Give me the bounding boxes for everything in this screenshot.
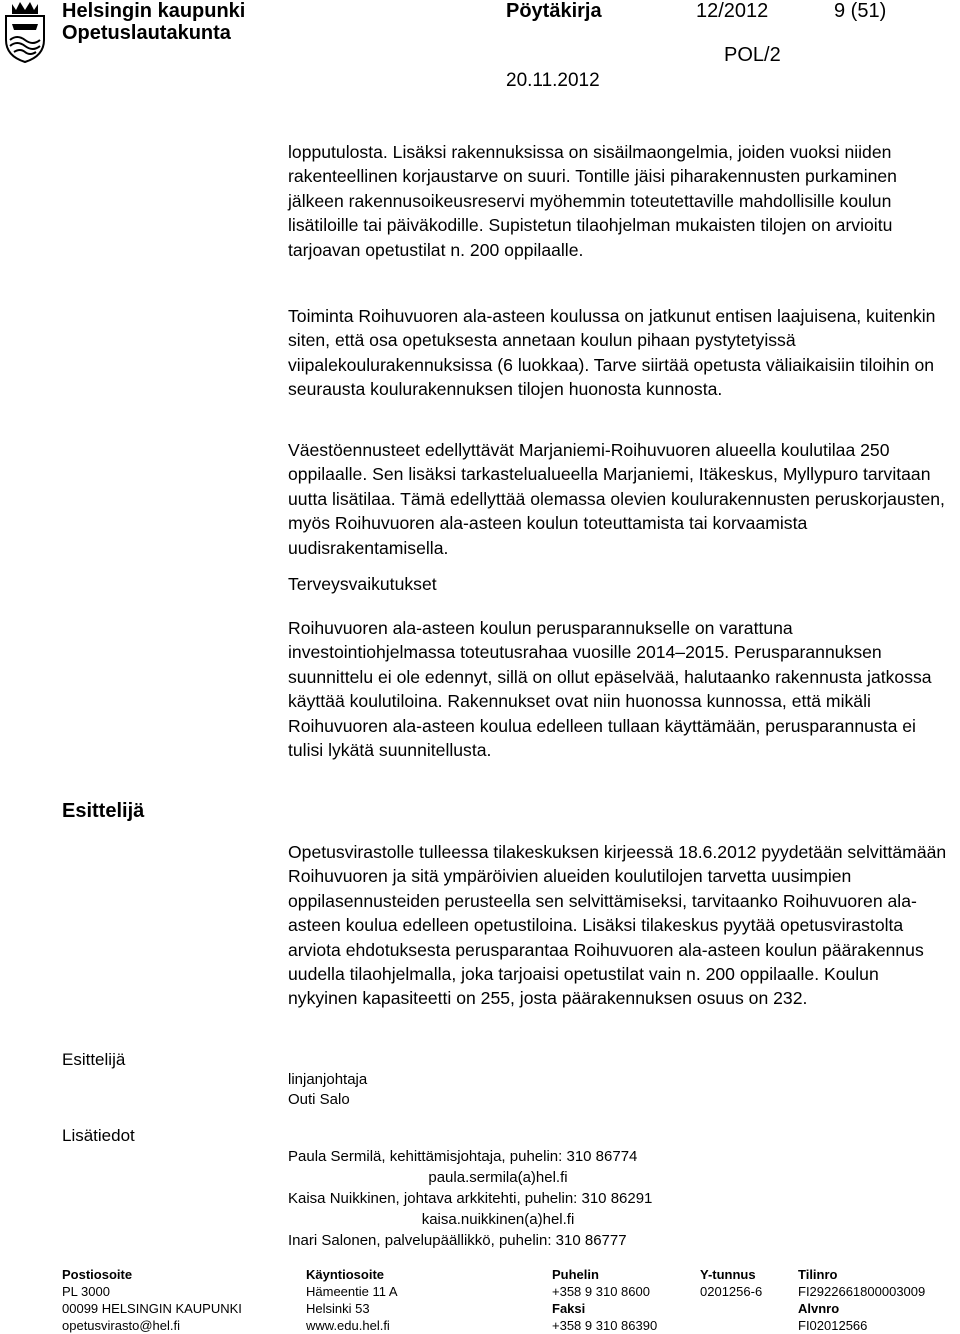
footer-visit-heading: Käyntiosoite: [306, 1267, 385, 1282]
section-heading-health: Terveysvaikutukset: [288, 574, 437, 594]
footer-phone-heading: Puhelin: [552, 1267, 599, 1282]
org-name: Helsingin kaupunki: [62, 0, 246, 22]
footer-postal-box: PL 3000: [62, 1284, 110, 1299]
paragraph-2: Toiminta Roihuvuoren ala-asteen koulussa on jatkunut entisen laajuisena, kuitenkin siten, että osa opetuksesta annetaan koulun pihaan pystytetyissä viipalekoulurakennuksissa (6 luokkaa). Tarve siirtää opetusta väliaikaisiin tiloihin on seurausta koulurakennuksen tilojen huonosta kunnosta.: [288, 306, 936, 400]
footer-vat-heading: Alvnro: [798, 1301, 840, 1316]
footer-business-id: [700, 1266, 762, 1300]
signature-name: Outi Salo: [288, 1091, 350, 1108]
footer-business-id-value: 0201256-6: [700, 1284, 763, 1299]
helsinki-crest-icon: [2, 0, 48, 64]
footer-business-id-heading: Y-tunnus: [700, 1267, 756, 1282]
contact-2: Kaisa Nuikkinen, johtava arkkitehti, puhelin: 310 86291: [288, 1190, 653, 1207]
doc-type: Pöytäkirja: [506, 0, 602, 22]
footer-postal: [62, 1266, 242, 1334]
footer-phone: [552, 1266, 657, 1334]
paragraph-3: Väestöennusteet edellyttävät Marjaniemi-Roihuvuoren alueella koulutilaa 250 oppilaalle. Sen lisäksi tarkastelualueella Marjaniemi, Itäkeskus, Myllypuro tarvitaan uutta lisätilaa. Tämä edellyttää olemassa olevien koulurakennusten peruskorjausten, myös Roihuvuoren ala-asteen koulun toteuttamista tai korvaamista uudisrakentamisella.: [288, 440, 945, 558]
contact-1: Paula Sermilä, kehittämisjohtaja, puhelin: 310 86774: [288, 1148, 638, 1165]
paragraph-6: Opetusvirastolle tulleessa tilakeskuksen kirjeessä 18.6.2012 pyydetään selvittämään Roihuvuoren ja sitä ympäröivien alueiden koulutilojen tarvetta uusimpien oppilasennusteiden perusteella sen selvittämiseksi, tarvitaanko Roihuvuoren ala-asteen koulua edelleen opetustiloina. Lisäksi tilakeskus pyytää opetusvirastolta arviota ehdotuksesta perusparantaa Roihuvuoren ala-asteen koulun päärakennus uudella tilaohjelmalla, joka tarjoaisi opetustilat vain n. 200 oppilaalle. Koulun nykyinen kapasiteetti on 255, josta päärakennuksen osuus on 232.: [288, 842, 947, 1009]
footer-email-link[interactable]: opetusvirasto@hel.fi: [62, 1318, 180, 1333]
footer-account: [798, 1266, 925, 1334]
meeting-date: 20.11.2012: [506, 70, 600, 91]
footer-visit-city: Helsinki 53: [306, 1301, 370, 1316]
footer-postal-city: 00099 HELSINGIN KAUPUNKI: [62, 1301, 242, 1316]
paragraph-1: lopputulosta. Lisäksi rakennuksissa on sisäilmaongelmia, joiden vuoksi niiden rakenteellinen korjaustarve on suuri. Tontille jäisi piharakennusten purkaminen jälkeen rakennusoikeusreservi myöhemmin toteutettaville mahdollisille koulun lisätiloille tai päiväkodille. Supistetun tilaohjelman mukaisten tilojen on arvioitu tarjoavan opetustilat n. 200 oppilaalle.: [288, 142, 897, 260]
info-label: Lisätiedot: [62, 1126, 135, 1145]
footer-vat-number: FI02012566: [798, 1318, 868, 1333]
contact-3: Inari Salonen, palvelupäällikkö, puhelin: 310 86777: [288, 1232, 627, 1249]
presenter-heading: Esittelijä: [62, 800, 145, 822]
contact-list: [288, 1146, 708, 1251]
board-name: Opetuslautakunta: [62, 22, 231, 44]
doc-number: 12/2012: [696, 0, 769, 22]
footer-phone-number: +358 9 310 8600: [552, 1284, 650, 1299]
page-number: 9 (51): [834, 0, 887, 22]
footer-account-number: FI2922661800003009: [798, 1284, 926, 1299]
contact-2-email[interactable]: kaisa.nuikkinen(a)hel.fi: [421, 1211, 575, 1228]
section-ref: POL/2: [724, 44, 781, 66]
paragraph-5: Roihuvuoren ala-asteen koulun perusparannukselle on varattuna investointiohjelmassa toteutusrahaa vuosille 2014–2015. Perusparannuksen suunnittelu ei ole edennyt, sillä on ollut epäselvää, halutaanko rakennusta jatkossa käyttää koulutiloina. Rakennukset ovat niin huonossa kunnossa, että mikäli Roihuvuoren ala-asteen koulua edelleen tullaan käyttämään, perusparannusta ei tulisi lykätä suunnitellusta.: [288, 618, 932, 761]
footer-fax-number: +358 9 310 86390: [552, 1318, 658, 1333]
footer-fax-heading: Faksi: [552, 1301, 586, 1316]
footer-account-heading: Tilinro: [798, 1267, 838, 1282]
presenter-label: Esittelijä: [62, 1050, 126, 1069]
signature-title: linjanjohtaja: [288, 1071, 368, 1088]
footer-postal-heading: Postiosoite: [62, 1267, 133, 1282]
footer-web-link[interactable]: www.edu.hel.fi: [306, 1318, 390, 1333]
footer-visit: [306, 1266, 398, 1334]
footer-visit-street: Hämeentie 11 A: [306, 1284, 398, 1299]
contact-1-email[interactable]: paula.sermila(a)hel.fi: [428, 1169, 568, 1186]
